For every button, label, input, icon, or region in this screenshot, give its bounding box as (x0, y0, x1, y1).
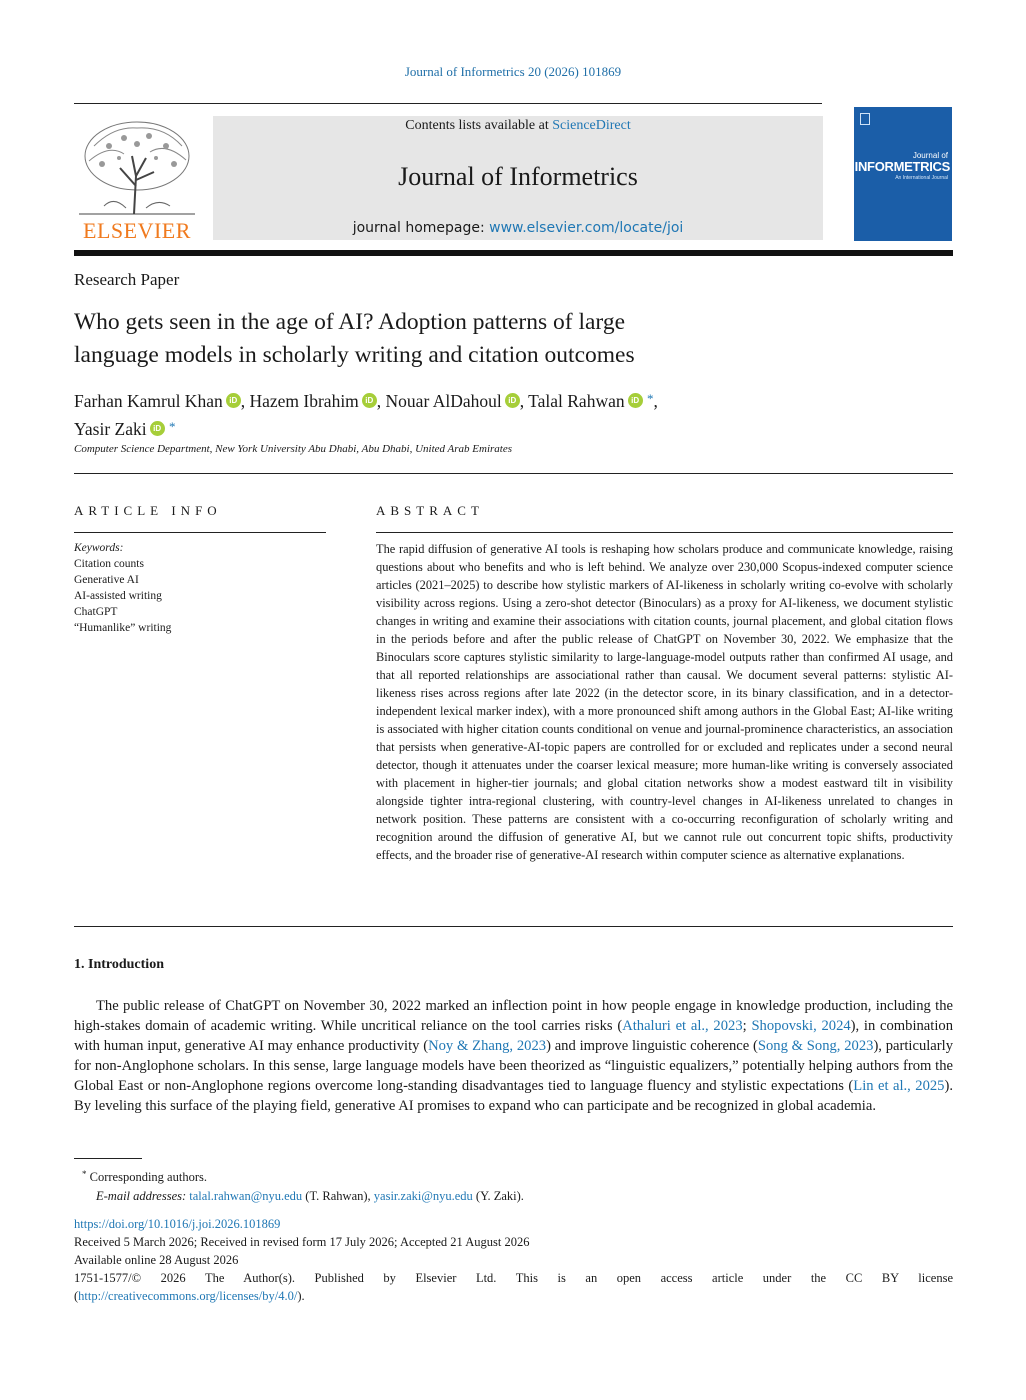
intro-text-run: ) and improve linguistic coherence ( (546, 1038, 758, 1054)
author-list (74, 386, 954, 442)
author-separator: , (376, 391, 382, 411)
email-footnote (74, 1187, 953, 1206)
license-paren: ( (74, 1289, 79, 1303)
author-separator: , (653, 391, 658, 411)
journal-name: Journal of Informetrics (398, 162, 638, 191)
homepage-link[interactable]: www.elsevier.com/locate/joi (489, 220, 684, 236)
available-online: Available online 28 August 2026 (74, 1253, 239, 1267)
publication-info (74, 1215, 953, 1305)
orcid-icon[interactable]: iD (226, 393, 241, 408)
footnote-mark: * (82, 1169, 87, 1179)
cover-publisher-icon (860, 113, 870, 125)
sciencedirect-link[interactable]: ScienceDirect (552, 118, 631, 133)
received-dates: Received 5 March 2026; Received in revised form 17 July 2026; Accepted 21 August 2026 (74, 1235, 530, 1249)
citation-link[interactable]: Lin et al., 2025 (853, 1078, 945, 1094)
license-link[interactable]: http://creativecommons.org/licenses/by/4.0/ (78, 1289, 298, 1303)
keyword: ChatGPT (74, 606, 118, 618)
orcid-icon[interactable]: iD (628, 393, 643, 408)
author-name[interactable]: Nouar AlDahoul (385, 391, 502, 411)
citation-link[interactable]: Song & Song, 2023 (757, 1038, 874, 1054)
author-name[interactable]: Hazem Ibrahim (249, 391, 359, 411)
keywords-block (74, 540, 314, 636)
title-line-1: Who gets seen in the age of AI? Adoption patterns of large (74, 309, 626, 335)
abstract-rule (376, 532, 953, 533)
corresponding-author-mark[interactable]: * (168, 419, 176, 434)
abstract-text: The rapid diffusion of generative AI tools is reshaping how scholars produce and communicate knowledge, raising questions about who benefits and who is left behind. We analyze over 230,000 Scopus-indexed computer science articles (2021–2025) to describe how stylistic markers of AI-likeness in scholarly writing co-evolve with scholarly visibility across regions. Using a zero-shot detector (Binoculars) as a proxy for AI-likeness, we document stylistic changes in writing and examine their associations with citation counts, journal placement, and global citation flows in the periods before and after the public release of ChatGPT on November 30, 2022. We emphasize that the Binoculars score captures stylistic similarity to large-language-model outputs rather than confirmed AI usage, and that all reported relationships are associational rather than causal. We document several patterns: stylistic AI-likeness rises across regions after late 2022 (in the detector score, in its binary classification, and in a detector-independent lexical marker index), with a more pronounced shift among authors in the Global East; AI-like writing is associated with higher citation counts conditional on venue and journal-prominence characteristics, an association that persists when generative-AI-topic papers are controlled for or excluded and replicates under a second neural detector, though it attenuates under the coarser lexical measure; more human-like writing is conversely associated with placement in higher-tier journals; and global citation networks show a modest eastward tilt in visibility alongside tighter intra-regional clustering, with country-level changes in AI-likeness unrelated to changes in network position. These patterns are consistent with a co-occurring reconfiguration of scholarly writing and recognition around the diffusion of generative AI, but we cannot rule out concurrent topic shifts, productivity effects, and the broader rise of generative-AI research within computer science as alternative explanations. (376, 542, 953, 862)
cover-subtitle: An International Journal (895, 175, 948, 181)
header-rule (74, 103, 822, 104)
email-owner: (T. Rahwan), (302, 1189, 374, 1203)
email-owner: (Y. Zaki). (472, 1189, 524, 1203)
journal-cover[interactable] (854, 107, 952, 241)
journal-reference[interactable]: Journal of Informetrics 20 (2026) 101869 (404, 64, 622, 79)
intro-text-run: ). By leveling this surface of the playing field, generative AI promises to expand who can participate and be recognized in global academia. (74, 1078, 953, 1114)
corresponding-author-mark[interactable]: * (646, 391, 654, 406)
doi-link[interactable]: https://doi.org/10.1016/j.joi.2026.101869 (74, 1217, 281, 1231)
license-line: 1751-1577/© 2026 The Author(s). Published by Elsevier Ltd. This is an open access article under the CC BY license (74, 1271, 953, 1285)
license-paren: ). (297, 1289, 305, 1303)
license-url-line (74, 1287, 953, 1305)
contents-line (213, 118, 823, 134)
homepage-prefix: journal homepage: (352, 220, 490, 236)
orcid-icon[interactable]: iD (505, 393, 520, 408)
author-name[interactable]: Farhan Kamrul Khan (74, 391, 223, 411)
author-separator: , (240, 391, 246, 411)
corresponding-label: Corresponding authors. (89, 1170, 207, 1184)
author-separator: , (519, 391, 525, 411)
paper-title (74, 306, 834, 372)
intro-text-run: ; (742, 1018, 752, 1034)
homepage-line (213, 220, 823, 236)
intro-text-run: ), particularly for non-Anglophone scholars. In this sense, large language models have been theorized as “linguistic equalizers,” potentially helping authors from the Global East or non-Anglophone regions overcome long-standing disadvantages tied to language fluency and stylistic expectations ( (74, 1038, 953, 1094)
corresponding-footnote (74, 1165, 953, 1187)
masthead-rule (74, 250, 953, 256)
metadata-rule (74, 473, 953, 474)
title-line-2: language models in scholarly writing and citation outcomes (74, 342, 635, 368)
keyword: Generative AI (74, 574, 139, 586)
cover-title: INFORMETRICS (854, 159, 950, 174)
author-name[interactable]: Yasir Zaki (74, 419, 147, 439)
intro-text-run: The public release of ChatGPT on November 30, 2022 marked an inflection point in how people engage in knowledge production, including the high-stakes domain of academic writing. While uncritical reliance on the tool carries risks ( (74, 998, 953, 1034)
email-label: E-mail addresses: (96, 1189, 190, 1203)
email-link[interactable]: talal.rahwan@nyu.edu (189, 1189, 303, 1203)
footnote (74, 1165, 953, 1206)
introduction-paragraph (74, 996, 953, 1116)
abstract-bottom-rule (74, 926, 953, 927)
journal-masthead (213, 116, 823, 240)
keyword: AI-assisted writing (74, 590, 162, 602)
intro-text-run: ), in combination with human input, generative AI may enhance productivity ( (74, 1018, 953, 1054)
citation-link[interactable]: Athaluri et al., 2023 (622, 1018, 743, 1034)
article-info-heading: ARTICLE INFO (74, 503, 222, 518)
contents-prefix: Contents lists available at (405, 118, 553, 133)
footnote-rule (74, 1158, 142, 1159)
orcid-icon[interactable]: iD (150, 421, 165, 436)
citation-link[interactable]: Shopovski, 2024 (751, 1018, 851, 1034)
cover-journal-of: Journal of (912, 151, 948, 160)
affiliation: Computer Science Department, New York University Abu Dhabi, Abu Dhabi, United Arab Emirates (74, 443, 513, 455)
elsevier-wordmark: ELSEVIER (83, 218, 191, 243)
email-link[interactable]: yasir.zaki@nyu.edu (373, 1189, 473, 1203)
abstract-heading: ABSTRACT (376, 503, 484, 518)
article-info-rule (74, 532, 326, 533)
elsevier-logo[interactable] (74, 116, 200, 244)
article-type: Research Paper (74, 270, 180, 289)
keywords-label: Keywords: (74, 542, 124, 554)
orcid-icon[interactable]: iD (362, 393, 377, 408)
citation-link[interactable]: Noy & Zhang, 2023 (428, 1038, 547, 1054)
keyword: Citation counts (74, 558, 144, 570)
introduction-heading: 1. Introduction (74, 957, 164, 972)
author-name[interactable]: Talal Rahwan (528, 391, 625, 411)
keyword: “Humanlike” writing (74, 622, 172, 634)
elsevier-tree-icon (74, 116, 200, 216)
